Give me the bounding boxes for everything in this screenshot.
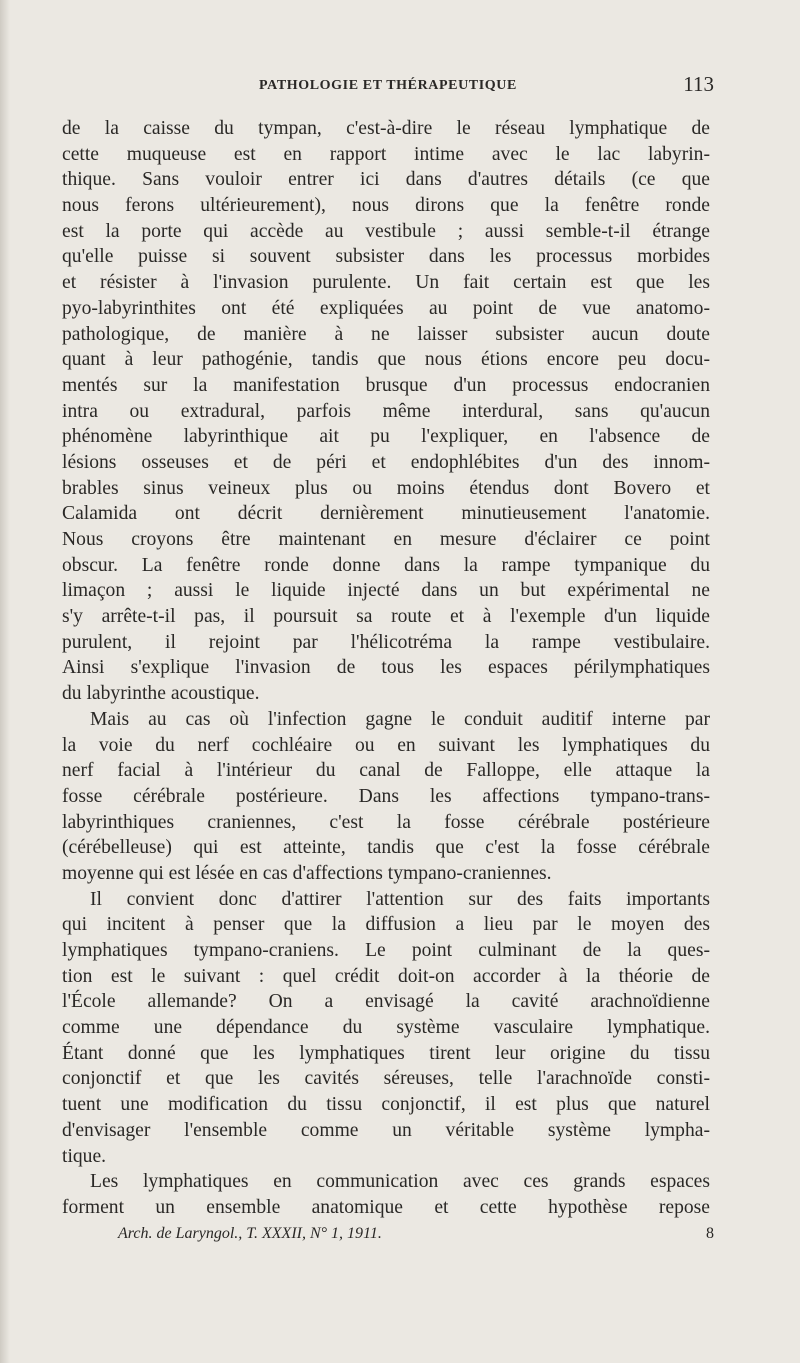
text-line: limaçon ; aussi le liquide injecté dans un but expérimental ne bbox=[62, 580, 710, 602]
text-line: pyo-labyrinthites ont été expliquées au point de vue anatomo- bbox=[62, 297, 710, 319]
text-line: du labyrinthe acoustique. bbox=[62, 683, 260, 705]
page-binding-edge bbox=[0, 0, 10, 1363]
text-line: purulent, il rejoint par l'hélicotréma la rampe vestibulaire. bbox=[62, 631, 710, 653]
journal-reference: Arch. de Laryngol., T. XXXII, N° 1, 1911. bbox=[118, 1225, 382, 1242]
text-line: Ainsi s'explique l'invasion de tous les espaces périlymphatiques bbox=[62, 657, 710, 679]
text-line: est la porte qui accède au vestibule ; aussi semble-t-il étrange bbox=[62, 220, 710, 242]
text-line: obscur. La fenêtre ronde donne dans la rampe tympanique du bbox=[62, 554, 710, 576]
body-text bbox=[62, 116, 710, 1221]
text-line: Nous croyons être maintenant en mesure d'éclairer ce point bbox=[62, 529, 710, 550]
text-line: cette muqueuse est en rapport intime avec le lac labyrin- bbox=[62, 143, 710, 165]
page-header bbox=[62, 74, 714, 98]
text-line: et résister à l'invasion purulente. Un fait certain est que les bbox=[62, 272, 710, 294]
text-line: mentés sur la manifestation brusque d'un processus endocranien bbox=[62, 374, 710, 396]
text-line: brables sinus veineux plus ou moins étendus dont Bovero et bbox=[62, 477, 710, 499]
page-number: 113 bbox=[683, 72, 714, 96]
text-line: phénomène labyrinthique ait pu l'expliquer, en l'absence de bbox=[62, 426, 710, 448]
text-line: qui incitent à penser que la diffusion a lieu par le moyen des bbox=[62, 914, 710, 936]
text-line: thique. Sans vouloir entrer ici dans d'autres détails (ce que bbox=[62, 169, 710, 191]
text-line: qu'elle puisse si souvent subsister dans les processus morbides bbox=[62, 246, 710, 268]
text-line: lésions osseuses et de péri et endophlébites d'un des innom- bbox=[62, 451, 710, 473]
text-line: Étant donné que les lymphatiques tirent leur origine du tissu bbox=[62, 1042, 710, 1064]
text-line: Mais au cas où l'infection gagne le conduit auditif interne par bbox=[90, 708, 710, 730]
text-line: pathologique, de manière à ne laisser subsister aucun doute bbox=[62, 323, 710, 345]
text-line: Les lymphatiques en communication avec ces grands espaces bbox=[90, 1171, 710, 1193]
text-line: d'envisager l'ensemble comme un véritable système lympha- bbox=[62, 1119, 710, 1141]
page-footer bbox=[118, 1225, 714, 1243]
text-line: comme une dépendance du système vasculaire lymphatique. bbox=[62, 1017, 710, 1039]
text-line: nerf facial à l'intérieur du canal de Falloppe, elle attaque la bbox=[62, 760, 710, 782]
text-line: tique. bbox=[62, 1145, 107, 1167]
text-line: fosse cérébrale postérieure. Dans les affections tympano-trans- bbox=[62, 785, 710, 807]
text-line: nous ferons ultérieurement), nous dirons que la fenêtre ronde bbox=[62, 195, 710, 217]
text-line: de la caisse du tympan, c'est-à-dire le réseau lymphatique de bbox=[62, 118, 710, 139]
text-line: lymphatiques tympano-craniens. Le point culminant de la ques- bbox=[62, 940, 710, 961]
text-line: quant à leur pathogénie, tandis que nous étions encore peu docu- bbox=[62, 349, 710, 371]
text-line: Il convient donc d'attirer l'attention sur des faits importants bbox=[90, 888, 710, 910]
signature-mark: 8 bbox=[706, 1225, 714, 1242]
text-line: (cérébelleuse) qui est atteinte, tandis que c'est la fosse cérébrale bbox=[62, 837, 710, 859]
text-line: labyrinthiques craniennes, c'est la fosse cérébrale postérieure bbox=[62, 811, 710, 833]
text-line: tion est le suivant : quel crédit doit-on accorder à la théorie de bbox=[62, 965, 710, 987]
text-line: Calamida ont décrit dernièrement minutieusement l'anatomie. bbox=[62, 503, 710, 525]
text-line: la voie du nerf cochléaire ou en suivant les lymphatiques du bbox=[62, 734, 710, 756]
text-line: moyenne qui est lésée en cas d'affections tympano-craniennes. bbox=[62, 862, 552, 884]
text-line: conjonctif et que les cavités séreuses, telle l'arachnoïde consti- bbox=[62, 1068, 710, 1090]
text-line: tuent une modification du tissu conjonctif, il est plus que naturel bbox=[62, 1094, 710, 1116]
text-line: s'y arrête-t-il pas, il poursuit sa route et à l'exemple d'un liquide bbox=[62, 606, 710, 628]
text-line: intra ou extradural, parfois même interdural, sans qu'aucun bbox=[62, 400, 710, 422]
running-title: PATHOLOGIE ET THÉRAPEUTIQUE bbox=[259, 78, 517, 93]
text-line: l'École allemande? On a envisagé la cavité arachnoïdienne bbox=[62, 991, 710, 1013]
text-line: forment un ensemble anatomique et cette hypothèse repose bbox=[62, 1196, 710, 1218]
